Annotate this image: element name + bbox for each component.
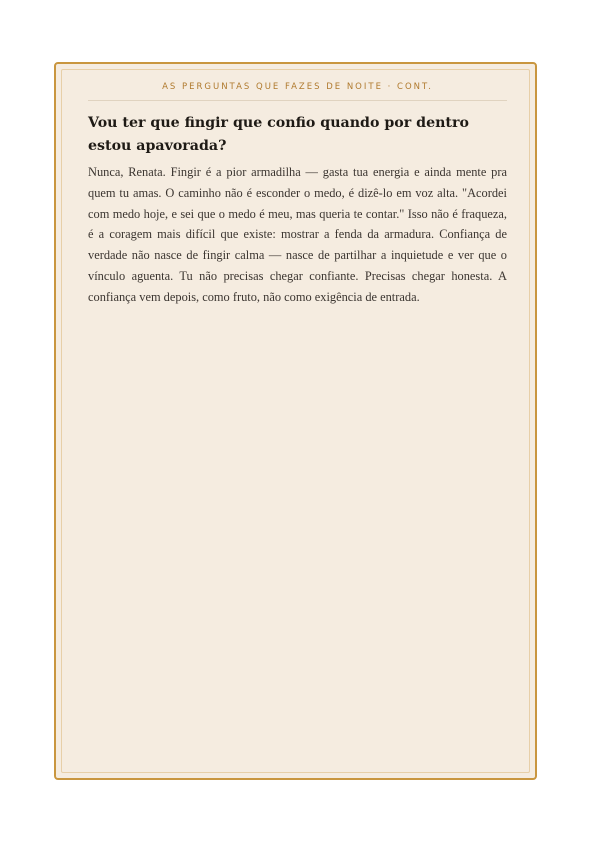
answer-paragraph: Nunca, Renata. Fingir é a pior armadilha — gasta tua energia e ainda mente pra quem tu amas. O caminho não é esconder o medo, é dizê-lo em voz alta. "Acordei com medo hoje, e sei que o medo é meu, mas queria te contar." Isso não é fraqueza, é a coragem mais difícil que existe: mostrar a fenda da armadura. Confiança de verdade não nasce de fingir calma — nasce de partilhar a inquietude e ver que o vínculo aguenta. Tu não precisas chegar confiante. Precisas chegar honesta. A confiança vem depois, como fruto, não como exigência de entrada. — [88, 165, 507, 304]
running-header: AS PERGUNTAS QUE FAZES DE NOITE · CONT. — [88, 82, 507, 101]
page-content — [88, 82, 507, 308]
page-card — [54, 62, 537, 780]
question-heading: Vou ter que fingir que confio quando por dentro estou apavorada? — [88, 115, 469, 154]
